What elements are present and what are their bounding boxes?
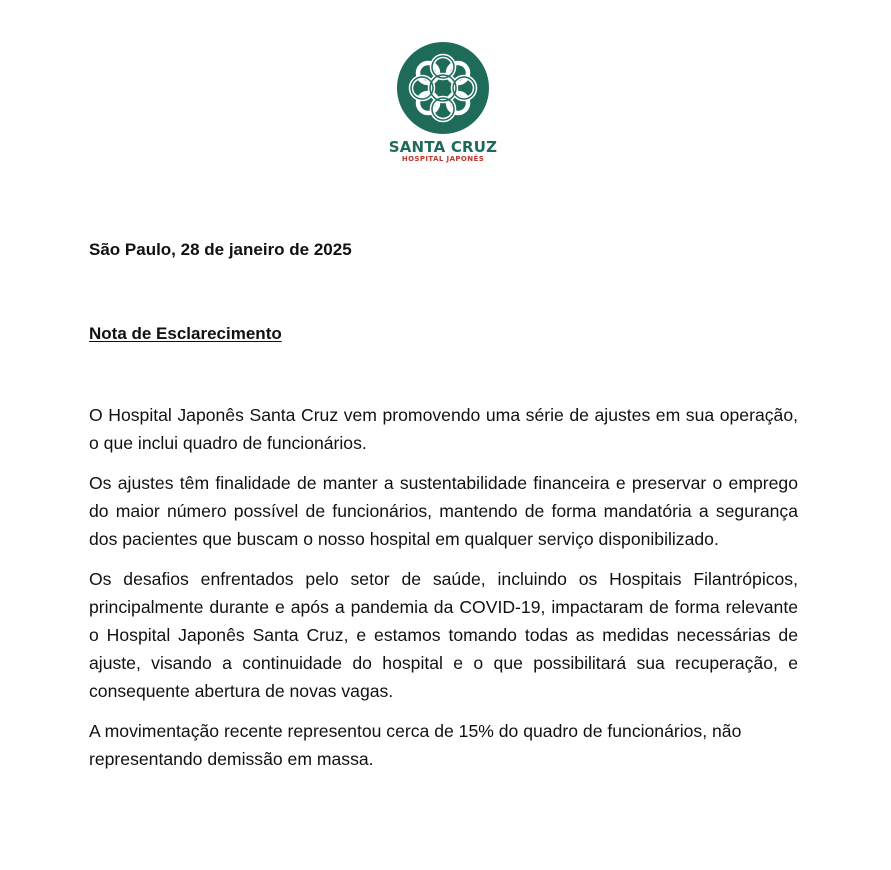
hospital-logo	[383, 40, 503, 164]
logo-subtitle: HOSPITAL JAPONÊS	[401, 155, 485, 163]
hospital-emblem-icon	[395, 40, 491, 136]
paragraph-1: O Hospital Japonês Santa Cruz vem promovendo uma série de ajustes em sua operação, o que inclui quadro de funcionários.	[89, 405, 798, 453]
letter-body	[89, 401, 798, 785]
letter-title: Nota de Esclarecimento	[89, 324, 282, 343]
logo-name: SANTA CRUZ	[388, 138, 498, 156]
paragraph-2: Os ajustes têm finalidade de manter a sustentabilidade financeira e preservar o emprego do maior número possível de funcionários, mantendo de forma mandatória a segurança dos pacientes que buscam o nosso hospital em qualquer serviço disponibilizado.	[89, 473, 798, 549]
paragraph-3: Os desafios enfrentados pelo setor de saúde, incluindo os Hospitais Filantrópicos, principalmente durante e após a pandemia da COVID-19, impactaram de forma relevante o Hospital Japonês Santa Cruz, e estamos tomando todas as medidas necessárias de ajuste, visando a continuidade do hospital e o que possibilitará sua recuperação, e consequente abertura de novas vagas.	[89, 569, 798, 701]
letter-date: São Paulo, 28 de janeiro de 2025	[89, 240, 352, 259]
paragraph-4: A movimentação recente representou cerca de 15% do quadro de funcionários, não representando demissão em massa.	[89, 721, 742, 769]
